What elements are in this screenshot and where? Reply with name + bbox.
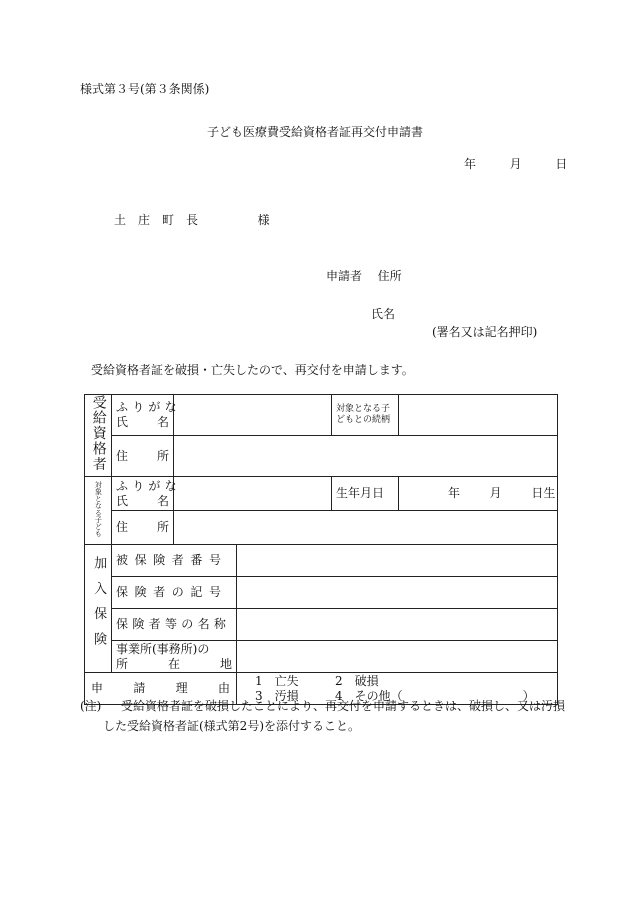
reason-options-line1	[255, 674, 553, 689]
reason-option-damaged[interactable]: 2 破損	[335, 673, 379, 688]
footnote-text-line1: 受給資格者証を破損したことにより、再交付を申請するときは、破損し、又は汚損	[121, 699, 566, 713]
recipient-group-cell	[85, 395, 112, 477]
child-address-label-cell	[112, 511, 174, 545]
recipient-address-label: 住 所	[116, 448, 169, 463]
recipient-group-label: 受給資格者	[90, 395, 107, 472]
application-form-table	[84, 394, 558, 705]
recipient-name-label-cell	[112, 395, 181, 436]
applicant-label: 申請者	[326, 269, 363, 283]
intro-sentence: 受給資格者証を破損・亡失したので、再交付を申請します。	[91, 363, 414, 377]
child-name-label: 氏 名	[116, 493, 169, 508]
insurer-symbol-row	[85, 577, 558, 609]
date-day-label: 日	[555, 157, 568, 171]
child-furigana-label: ふりがな	[116, 478, 181, 493]
date-line	[464, 155, 567, 172]
addressee-honorific: 様	[257, 213, 270, 227]
relationship-input[interactable]	[399, 395, 558, 436]
insurer-name-input[interactable]	[237, 609, 558, 641]
child-group-label: 対象となる子ども	[94, 480, 103, 537]
insured-number-row	[85, 545, 558, 577]
relationship-label: 対象となる子どもとの続柄	[332, 395, 399, 436]
child-group-cell	[85, 477, 112, 545]
office-location-row	[85, 641, 558, 673]
birth-date-label: 生年月日	[332, 477, 399, 511]
birth-date-units	[403, 486, 556, 501]
recipient-address-row	[85, 436, 558, 477]
child-name-input[interactable]	[174, 477, 332, 511]
office-location-input[interactable]	[237, 641, 558, 673]
form-number: 様式第３号(第３条関係)	[80, 82, 210, 96]
recipient-name-input[interactable]	[174, 395, 332, 436]
child-name-label-cell	[112, 477, 181, 511]
footnote-label: (注)	[80, 699, 102, 713]
birth-date-input[interactable]	[399, 477, 558, 511]
child-address-row	[85, 511, 558, 545]
applicant-address-line	[326, 267, 402, 284]
recipient-address-input[interactable]	[174, 436, 558, 477]
birth-day-label: 日生	[531, 486, 556, 500]
insurer-symbol-label-cell	[112, 577, 237, 609]
insured-number-label: 被保険者番号	[116, 553, 228, 567]
signature-note: (署名又は記名押印)	[432, 325, 538, 339]
child-address-label: 住 所	[116, 520, 169, 534]
insurance-group-label: 加入保険	[91, 555, 107, 658]
birth-year-label: 年	[448, 486, 461, 500]
addressee	[114, 211, 270, 228]
footnote-text-line2: した受給資格者証(様式第2号)を添付すること。	[103, 719, 360, 733]
insurer-symbol-label: 保険者の記号	[116, 585, 228, 599]
birth-month-label: 月	[489, 486, 502, 500]
insured-number-input[interactable]	[237, 545, 558, 577]
reason-label: 申 請 理 由	[91, 681, 230, 695]
insurer-symbol-input[interactable]	[237, 577, 558, 609]
addressee-name: 土 庄 町 長	[114, 213, 199, 227]
document-title: 子ども医療費受給資格者証再交付申請書	[207, 125, 424, 139]
recipient-address-label-cell	[112, 436, 174, 477]
reason-option-soiled[interactable]: 3 汚損	[255, 688, 299, 703]
reason-option-other-close: ）	[522, 688, 535, 703]
insured-number-label-cell	[112, 545, 237, 577]
date-year-label: 年	[464, 157, 477, 171]
office-location-label-line2: 所 在 地	[116, 656, 232, 671]
reason-option-other[interactable]: 4 その他（	[335, 688, 403, 703]
child-name-row	[85, 477, 558, 511]
applicant-name-label: 氏名	[371, 307, 396, 321]
applicant-address-label: 住所	[377, 269, 402, 283]
insurer-name-label: 保険者等の名称	[116, 617, 231, 631]
recipient-name-row	[85, 395, 558, 436]
recipient-furigana-label: ふりがな	[116, 400, 181, 414]
date-month-label: 月	[509, 157, 522, 171]
office-location-label-cell	[112, 641, 237, 673]
footnote-line1	[80, 697, 565, 714]
office-location-label-line1: 事業所(事務所)の	[116, 641, 210, 656]
insurer-name-label-cell	[112, 609, 237, 641]
recipient-name-label: 氏 名	[116, 415, 169, 429]
child-address-input[interactable]	[174, 511, 558, 545]
insurance-group-cell	[85, 545, 112, 673]
reason-option-lost[interactable]: 1 亡失	[255, 673, 299, 688]
insurer-name-row	[85, 609, 558, 641]
